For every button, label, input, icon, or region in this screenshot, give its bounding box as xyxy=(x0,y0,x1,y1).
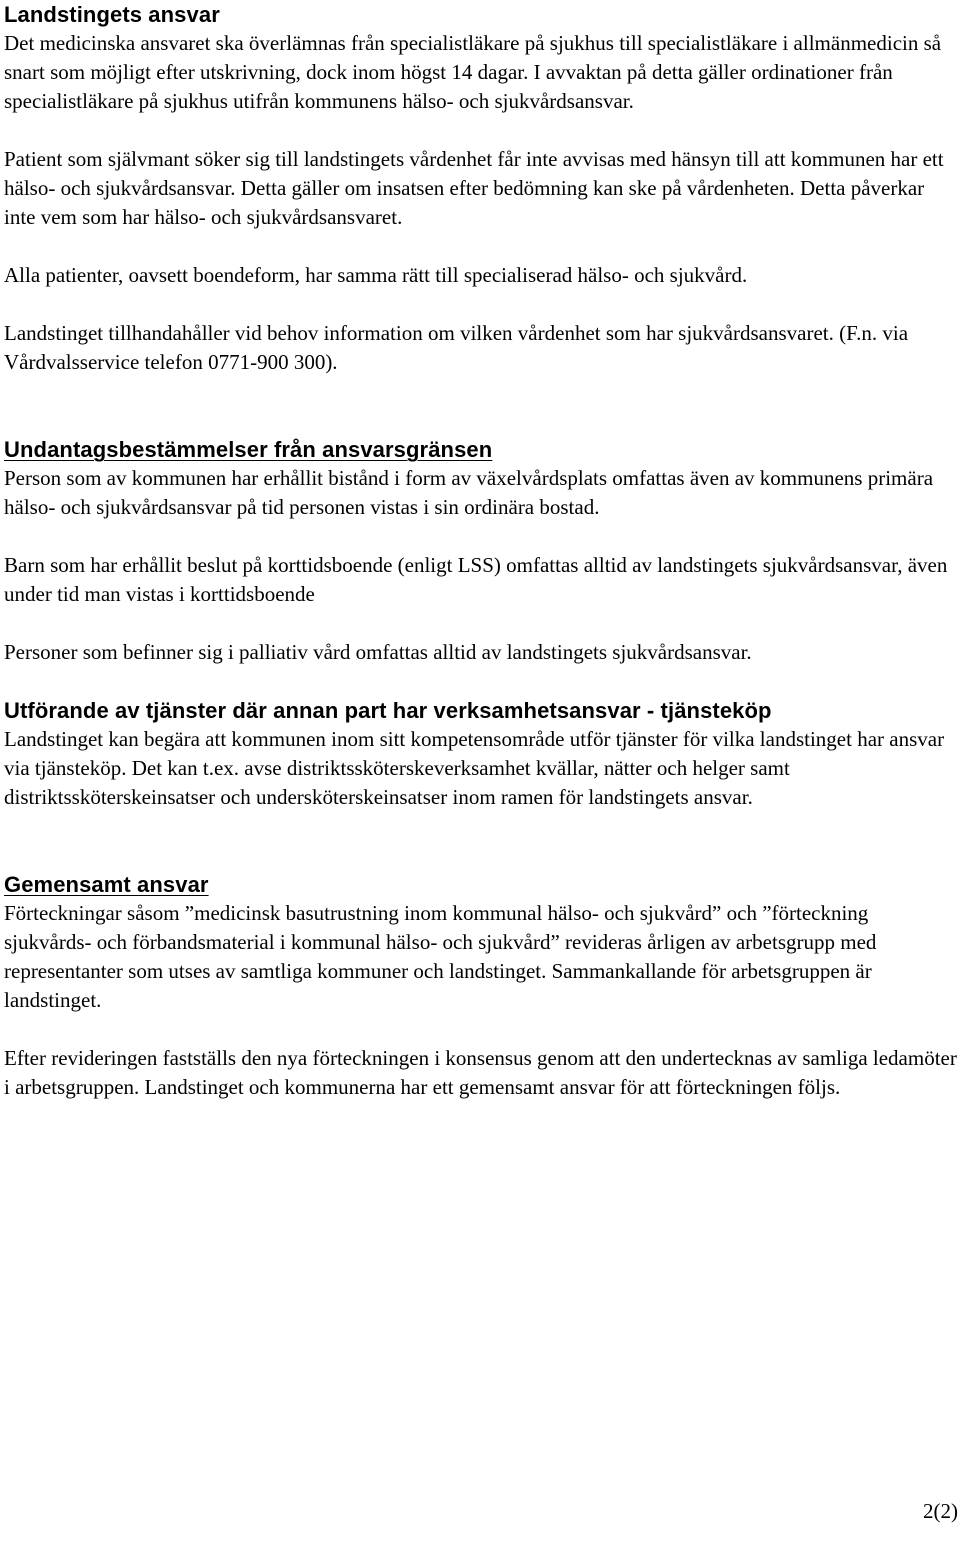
paragraph: Person som av kommunen har erhållit bistånd i form av växelvårdsplats omfattas även av kommunens primära hälso- och sjukvårdsansvar på tid personen vistas i sin ordinära bostad. xyxy=(4,466,934,519)
page-number: 2(2) xyxy=(923,1499,958,1523)
paragraph: Landstinget kan begära att kommunen inom sitt kompetensområde utför tjänster för vilka landstinget har ansvar via tjänsteköp. Det kan t.ex. avse distriktssköterskeverksamhet kvällar, nätter och helger samt distriktssköterskeinsatser och undersköterskeinsatser inom ramen för landstingets ansvar. xyxy=(4,727,945,809)
paragraph: Personer som befinner sig i palliativ vård omfattas alltid av landstingets sjukvårdsansvar. xyxy=(4,640,752,664)
section-heading-landstingets-ansvar: Landstingets ansvar xyxy=(4,2,220,27)
paragraph: Patient som självmant söker sig till landstingets vårdenhet får inte avvisas med hänsyn till att kommunen har ett hälso- och sjukvårdsansvar. Detta gäller om insatsen efter bedömning kan ske på vårdenheten. Detta påverkar inte vem som har hälso- och sjukvårdsansvaret. xyxy=(4,147,944,229)
section-heading-utforande-av-tjanster: Utförande av tjänster där annan part har verksamhetsansvar - tjänsteköp xyxy=(4,698,772,723)
paragraph: Landstinget tillhandahåller vid behov information om vilken vårdenhet som har sjukvårdsansvaret. (F.n. via Vårdvalsservice telefon 0771-900 300). xyxy=(4,321,909,374)
document-page xyxy=(4,0,960,1102)
section-heading-undantagsbestammelser: Undantagsbestämmelser från ansvarsgränsen xyxy=(4,437,493,462)
paragraph: Barn som har erhållit beslut på korttidsboende (enligt LSS) omfattas alltid av landstingets sjukvårdsansvar, även under tid man vistas i korttidsboende xyxy=(4,553,948,606)
paragraph: Alla patienter, oavsett boendeform, har samma rätt till specialiserad hälso- och sjukvård. xyxy=(4,263,748,287)
section-heading-gemensamt-ansvar: Gemensamt ansvar xyxy=(4,872,209,897)
paragraph: Förteckningar såsom ”medicinsk basutrustning inom kommunal hälso- och sjukvård” och ”förteckning sjukvårds- och förbandsmaterial i kommunal hälso- och sjukvård” revideras årligen av arbetsgrupp med representanter som utses av samtliga kommuner och landstinget. Sammankallande för arbetsgruppen är landstinget. xyxy=(4,901,877,1012)
paragraph: Det medicinska ansvaret ska överlämnas från specialistläkare på sjukhus till specialistläkare i allmänmedicin så snart som möjligt efter utskrivning, dock inom högst 14 dagar. I avvaktan på detta gäller ordinationer från specialistläkare på sjukhus utifrån kommunens hälso- och sjukvårdsansvar. xyxy=(4,31,942,113)
paragraph: Efter revideringen fastställs den nya förteckningen i konsensus genom att den undertecknas av samliga ledamöter i arbetsgruppen. Landstinget och kommunerna har ett gemensamt ansvar för att förteckningen följs. xyxy=(4,1046,957,1099)
